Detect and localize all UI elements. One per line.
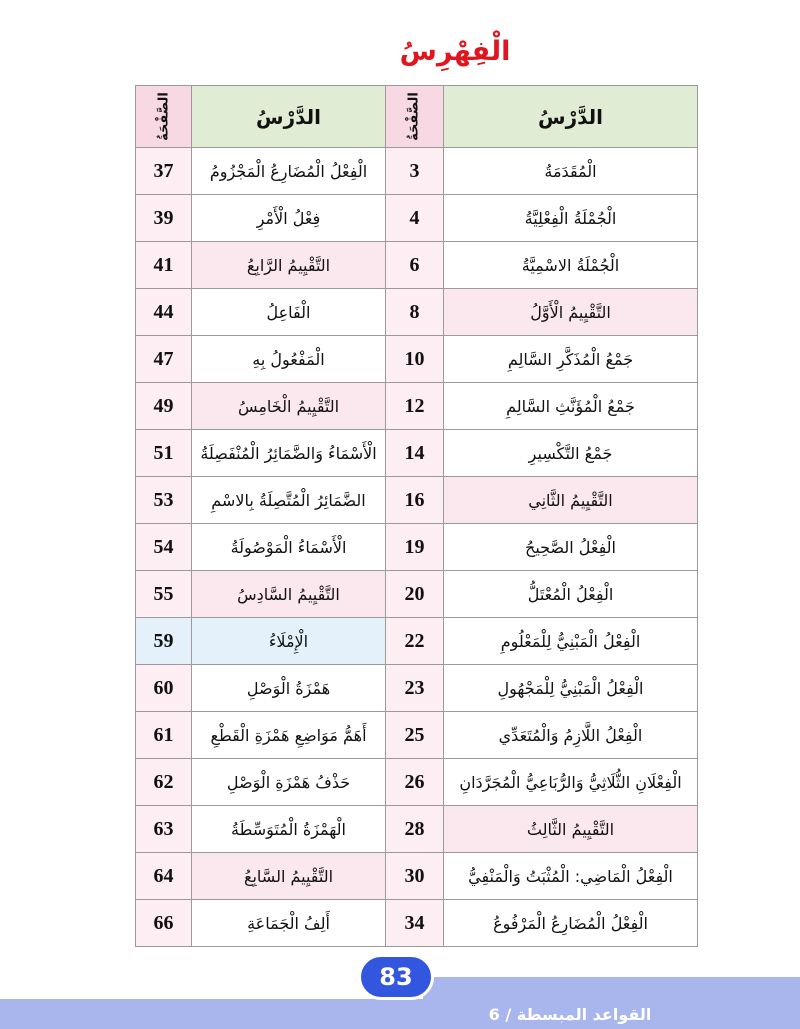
page-number-cell: 37 (136, 148, 192, 195)
page-number-cell: 34 (386, 900, 444, 947)
page-number-cell: 8 (386, 289, 444, 336)
table-row (386, 853, 698, 900)
lesson-title-cell: الْفِعْلَانِ الثُّلَاثِيُّ وَالرُّبَاعِيُّ الْمُجَرَّدَانِ (444, 759, 698, 806)
table-row (386, 383, 698, 430)
lesson-title-cell: الْفِعْلُ الصَّحِيحُ (444, 524, 698, 571)
table-row (136, 430, 386, 477)
page-column-header-label: الصَّفْحَةُ (406, 92, 422, 141)
table-row (386, 242, 698, 289)
lesson-title-cell: التَّقْيِيمُ الْخَامِسُ (192, 383, 386, 430)
page-title: الْفِهْرِسُ (399, 36, 511, 67)
table-row (386, 900, 698, 947)
table-header-row (136, 86, 386, 148)
lesson-title-cell: الْفِعْلُ الْمَبْنِيُّ لِلْمَعْلُومِ (444, 618, 698, 665)
page-number-cell: 16 (386, 477, 444, 524)
table-row (136, 242, 386, 289)
lesson-title-cell: الْفِعْلُ اللَّازِمُ وَالْمُتَعَدِّي (444, 712, 698, 759)
table-row (386, 289, 698, 336)
lesson-title-cell: أَهَمُّ مَوَاضِعِ هَمْزَةِ الْقَطْعِ (192, 712, 386, 759)
lesson-title-cell: التَّقْيِيمُ الثَّانِي (444, 477, 698, 524)
page-number-cell: 64 (136, 853, 192, 900)
table-row (386, 571, 698, 618)
page-number-cell: 49 (136, 383, 192, 430)
lesson-title-cell: جَمْعُ الْمُؤَنَّثِ السَّالِمِ (444, 383, 698, 430)
page-number-cell: 60 (136, 665, 192, 712)
lesson-column-header: الدَّرْسُ (444, 86, 698, 148)
page-number-cell: 66 (136, 900, 192, 947)
lesson-title-cell: هَمْزَةُ الْوَصْلِ (192, 665, 386, 712)
page-number-cell: 28 (386, 806, 444, 853)
table-row (136, 759, 386, 806)
page-number-cell: 26 (386, 759, 444, 806)
table-header-row (386, 86, 698, 148)
lesson-column-header: الدَّرْسُ (192, 86, 386, 148)
lesson-title-cell: الْفِعْلُ الْمُعْتَلُّ (444, 571, 698, 618)
page-number-cell: 25 (386, 712, 444, 759)
page-number-cell: 61 (136, 712, 192, 759)
table-row (136, 336, 386, 383)
table-row (136, 571, 386, 618)
page-number-cell: 39 (136, 195, 192, 242)
lesson-title-cell: الْفِعْلُ الْمُضَارِعُ الْمَجْزُومُ (192, 148, 386, 195)
page-number-cell: 44 (136, 289, 192, 336)
toc-left-half (135, 85, 386, 947)
page-number-cell: 55 (136, 571, 192, 618)
table-row (136, 289, 386, 336)
toc-right-half (385, 85, 698, 947)
table-row (386, 665, 698, 712)
page-number-cell: 63 (136, 806, 192, 853)
lesson-title-cell: الْإِمْلَاءُ (192, 618, 386, 665)
table-row (386, 195, 698, 242)
page-number-cell: 51 (136, 430, 192, 477)
lesson-title-cell: فِعْلُ الْأَمْرِ (192, 195, 386, 242)
table-row (136, 195, 386, 242)
table-row (386, 148, 698, 195)
lesson-title-cell: الْفِعْلُ الْمُضَارِعُ الْمَرْفُوعُ (444, 900, 698, 947)
table-row (136, 148, 386, 195)
lesson-title-cell: الضَّمَائِرُ الْمُتَّصِلَةُ بِالاسْمِ (192, 477, 386, 524)
lesson-title-cell: حَذْفُ هَمْزَةِ الْوَصْلِ (192, 759, 386, 806)
lesson-title-cell: الْهَمْزَةُ الْمُتَوَسِّطَةُ (192, 806, 386, 853)
table-row (386, 477, 698, 524)
page-number-cell: 54 (136, 524, 192, 571)
page-number-cell: 23 (386, 665, 444, 712)
lesson-title-cell: التَّقْيِيمُ الرَّابِعُ (192, 242, 386, 289)
lesson-title-cell: التَّقْيِيمُ السَّابِعُ (192, 853, 386, 900)
table-row (136, 900, 386, 947)
table-row (386, 712, 698, 759)
footer-accent-band (423, 977, 800, 1000)
lesson-title-cell: الْأَسْمَاءُ وَالضَّمَائِرُ الْمُنْفَصِلَةُ (192, 430, 386, 477)
footer-bar (0, 999, 800, 1029)
table-row (136, 618, 386, 665)
table-row (386, 336, 698, 383)
page-number-cell: 14 (386, 430, 444, 477)
lesson-title-cell: الْجُمْلَةُ الْفِعْلِيَّةُ (444, 195, 698, 242)
table-row (136, 806, 386, 853)
page-number-cell: 22 (386, 618, 444, 665)
table-row (386, 524, 698, 571)
lesson-title-cell: الْجُمْلَةُ الاسْمِيَّةُ (444, 242, 698, 289)
table-row (136, 665, 386, 712)
lesson-title-cell: جَمْعُ التَّكْسِيرِ (444, 430, 698, 477)
page-number-cell: 12 (386, 383, 444, 430)
lesson-title-cell: جَمْعُ الْمُذَكَّرِ السَّالِمِ (444, 336, 698, 383)
table-row (136, 853, 386, 900)
table-row (386, 430, 698, 477)
lesson-title-cell: التَّقْيِيمُ السَّادِسُ (192, 571, 386, 618)
table-row (136, 477, 386, 524)
page-number-cell: 62 (136, 759, 192, 806)
page-number-cell: 47 (136, 336, 192, 383)
page-number-cell: 4 (386, 195, 444, 242)
page-number-cell: 6 (386, 242, 444, 289)
table-row (386, 759, 698, 806)
table-row (136, 524, 386, 571)
page-column-header (136, 86, 192, 148)
table-row (136, 383, 386, 430)
page-number-badge: 83 (358, 954, 434, 1000)
lesson-title-cell: الْفِعْلُ الْمَاضِي: الْمُثْبَتُ وَالْمَنْفِيُّ (444, 853, 698, 900)
table-row (386, 618, 698, 665)
table-of-contents (135, 85, 697, 947)
page-number-cell: 41 (136, 242, 192, 289)
page-number-cell: 19 (386, 524, 444, 571)
page-number-cell: 3 (386, 148, 444, 195)
page-number-cell: 10 (386, 336, 444, 383)
book-series-label: القواعد المبسطة / 6 (488, 1004, 652, 1024)
lesson-title-cell: الْفِعْلُ الْمَبْنِيُّ لِلْمَجْهُولِ (444, 665, 698, 712)
lesson-title-cell: الْفَاعِلُ (192, 289, 386, 336)
lesson-title-cell: أَلِفُ الْجَمَاعَةِ (192, 900, 386, 947)
lesson-title-cell: التَّقْيِيمُ الثَّالِثُ (444, 806, 698, 853)
page-column-header-label: الصَّفْحَةُ (156, 92, 172, 141)
lesson-title-cell: الْمُقَدَمَةُ (444, 148, 698, 195)
page-number-cell: 53 (136, 477, 192, 524)
table-row (136, 712, 386, 759)
lesson-title-cell: التَّقْيِيمُ الْأَوَّلُ (444, 289, 698, 336)
page-number-cell: 30 (386, 853, 444, 900)
table-row (386, 806, 698, 853)
lesson-title-cell: الْمَفْعُولُ بِهِ (192, 336, 386, 383)
page-number-cell: 59 (136, 618, 192, 665)
page-number-cell: 20 (386, 571, 444, 618)
page-column-header (386, 86, 444, 148)
lesson-title-cell: الْأَسْمَاءُ الْمَوْصُولَةُ (192, 524, 386, 571)
